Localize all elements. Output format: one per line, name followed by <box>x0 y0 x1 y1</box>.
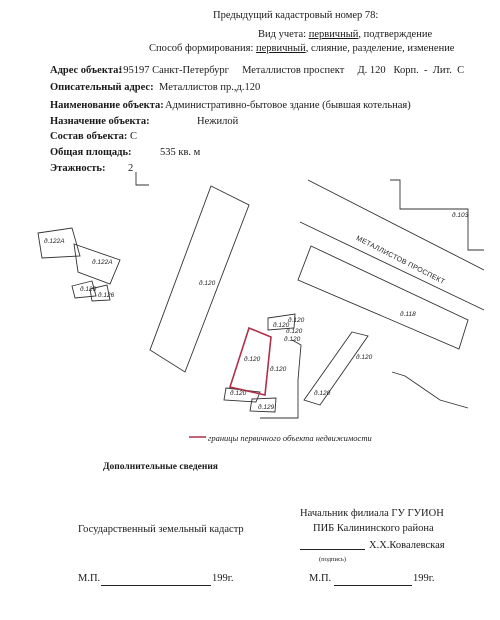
date-line-left <box>101 585 211 586</box>
additional-info-title: Дополнительные сведения <box>103 462 218 472</box>
descriptive-address-label: Описательный адрес: <box>50 82 154 93</box>
map-label: д.122А <box>92 259 113 266</box>
date-year-right-value: 199 <box>413 573 429 584</box>
legend-text: границы первичного объекта недвижимости <box>208 433 372 443</box>
composition-value: С <box>130 131 138 142</box>
map-label: д.120 <box>270 366 287 373</box>
accounting-type-label: Вид учета: <box>258 29 307 40</box>
map-building <box>150 186 249 372</box>
head-title: Начальник филиала ГУ ГУИОН <box>300 508 444 519</box>
map-label: д.120 <box>244 356 261 363</box>
map-label: д.120 <box>288 317 305 324</box>
formation-method-rest: , слияние, разделение, изменение <box>305 43 455 54</box>
object-name-label: Наименование объекта: <box>50 100 164 111</box>
stamp-place-right: М.П. <box>309 573 332 584</box>
date-line-right <box>334 585 412 586</box>
map-label: д.103 <box>452 212 469 219</box>
map-street-edge <box>300 222 484 310</box>
address-value: 195197 Санкт-Петербург Металлистов проспект Д. 120 Корп. - Лит. С <box>118 65 465 76</box>
signature-caption: (подпись) <box>319 556 346 563</box>
map-label: д.126 <box>98 292 115 299</box>
composition-label: Состав объекта: <box>50 131 128 142</box>
object-name-value: Административно-бытовое здание (бывшая котельная) <box>165 100 411 111</box>
map-label: д.122А <box>44 238 65 245</box>
accounting-type-rest: , подтверждение <box>358 29 433 40</box>
map-label: д.120 <box>273 322 290 329</box>
address-label: Адрес объекта: <box>50 65 122 76</box>
map-outline <box>136 172 149 185</box>
map-label: д.120 <box>284 336 301 343</box>
accounting-type-primary: первичный <box>308 29 359 40</box>
stamp-place-left: М.П. <box>78 573 101 584</box>
descriptive-address-value: Металлистов пр.,д.120 <box>159 82 261 93</box>
date-year-left-suffix: г. <box>227 573 234 584</box>
map-label: д.120 <box>286 328 303 335</box>
area-value: 535 кв. м <box>160 147 201 158</box>
signatory-name: Х.Х.Ковалевская <box>369 540 445 551</box>
street-name: МЕТАЛЛИСТОВ ПРОСПЕКТ <box>354 235 446 286</box>
signature-line <box>300 549 365 550</box>
map-label: д.120 <box>199 280 216 287</box>
purpose-value: Нежилой <box>197 116 239 127</box>
date-year-right <box>413 573 435 585</box>
floors-value: 2 <box>128 163 134 174</box>
formation-method-primary: первичный <box>256 43 306 54</box>
map-label: д.120 <box>356 354 373 361</box>
formation-method-label: Способ формирования: <box>149 43 254 54</box>
map-label: д.118 <box>400 311 416 318</box>
purpose-label: Назначение объекта: <box>50 116 150 127</box>
map-label: д.129 <box>258 404 275 411</box>
map-label: д.120 <box>230 390 247 397</box>
map-outline <box>390 180 484 250</box>
cadastre-title: Государственный земельный кадастр <box>78 524 244 535</box>
head-department: ПИБ Калининского района <box>313 523 434 534</box>
previous-cadastral-number: Предыдущий кадастровый номер 78: <box>213 10 379 21</box>
floors-label: Этажность: <box>50 163 106 174</box>
date-year-right-suffix: г. <box>428 573 435 584</box>
map-label: д.120 <box>314 390 331 397</box>
date-year-left <box>212 573 234 585</box>
date-year-left-value: 199 <box>212 573 228 584</box>
map-label: д.120 <box>80 286 97 293</box>
area-label: Общая площадь: <box>50 147 132 158</box>
map-outline <box>392 372 468 408</box>
